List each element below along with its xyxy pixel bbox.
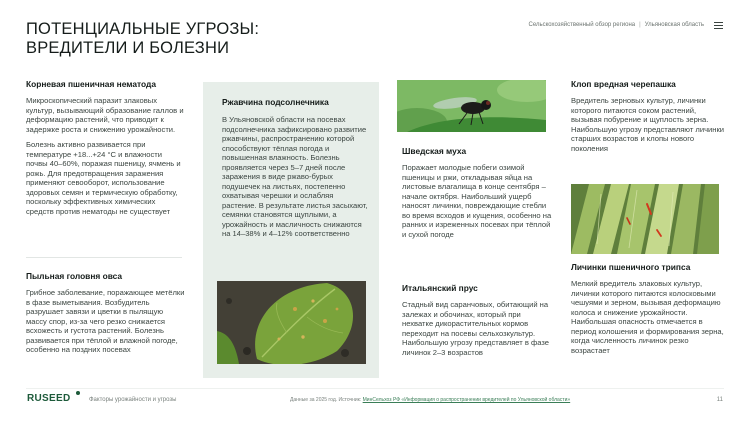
page-number: 11 <box>716 397 723 403</box>
italian-locust-title: Итальянский прус <box>402 283 478 293</box>
sunflower-rust-card <box>222 97 368 239</box>
nematode-conditions: Болезнь активно развивается при температуре +18...+24 °C и влажности почвы 40–60%, поражая пшеницу, ячмень и рожь. Для предотвращения заражения применяют севооборот, использование здоровых семян и термическую обработку, поскольку эффективных химических средств против нематоды не существует <box>26 140 181 216</box>
shield-bug-card <box>571 79 727 153</box>
thrips-title: Личинки пшеничного трипса <box>571 262 691 272</box>
page-title: ПОТЕНЦИАЛЬНЫЕ УГРОЗЫ: ВРЕДИТЕЛИ И БОЛЕЗНИ <box>26 20 260 57</box>
italian-locust-desc: Стадный вид саранчовых, обитающий на залежах и обочинах, который при нехватке дикорастительных кормов переходит на посевы сельхозкультур. Наибольшую угрозу представляет в фазе личинок 2–3 возрастов <box>402 300 550 357</box>
footer-divider <box>26 388 724 389</box>
logo-dot-icon <box>76 391 80 395</box>
nematode-desc: Микроскопический паразит злаковых культур, вызывающий образование галлов и деформацию растений, что приводит к задержке роста и снижению урожайности. <box>26 96 184 134</box>
footer-section-title: Факторы урожайности и угрозы <box>89 397 177 403</box>
oat-smut-desc: Грибное заболевание, поражающее метёлки в фазе выметывания. Возбудитель разрушает завязи и цветки в пылящую массу спор, из-за чего резко снижается всхожесть и густота растений. Болезнь развивается при тёплой и влажной погоде, особенно на поздних посевах <box>26 288 185 354</box>
breadcrumb: Сельскохозяйственный обзор региона | Ульяновская область <box>528 22 704 28</box>
source-link[interactable]: МинСельхоз РФ «Информация о распространении вредителей по Ульяновской области» <box>362 397 571 403</box>
shield-bug-title: Клоп вредная черепашка <box>571 79 676 89</box>
ruseed-logo[interactable]: RUSEED <box>27 393 71 404</box>
italian-locust-card <box>402 283 552 357</box>
oat-smut-card <box>26 271 186 355</box>
sunflower-rust-desc: В Ульяновской области на посевах подсолнечника зафиксировано развитие ржавчины, распространению которой способствуют тёплая погода и повышенная влажность. Болезнь проявляется через 5–7 дней после заражения в виде ржаво-бурых подушечек на листьях, постепенно охватывая черешки и ослабляя растение. В результате листья засыхают, семянки становятся щуплыми, а урожайность и масличность снижаются на 14–38% и 4–12% соответственно <box>222 115 368 238</box>
thrips-desc: Мелкий вредитель злаковых культур, личинки которого питаются колосковыми чешуями и зерном, вызывая деформацию колоса и снижение урожайности. Наибольшая опасность отмечается в период колошения и формирования зерна, когда численность личинок резко возрастает <box>571 279 724 355</box>
swedish-fly-desc: Поражает молодые побеги озимой пшеницы и ржи, откладывая яйца на листовые влагалища в конце сентября – начале октября. Наибольший ущерб наносят личинки, повреждающие стебли во время всходов и кущения, особенно на ранних и изреженных посевах при тёплой и сухой погоде <box>402 163 552 239</box>
nematode-title: Корневая пшеничная нематода <box>26 79 156 89</box>
thrips-card <box>571 262 727 355</box>
swedish-fly-card <box>402 146 552 239</box>
swedish-fly-title: Шведская муха <box>402 146 467 156</box>
oat-smut-title: Пыльная головня овса <box>26 271 123 281</box>
swedish-fly-photo <box>397 80 546 132</box>
sunflower-rust-title: Ржавчина подсолнечника <box>222 97 329 107</box>
divider <box>26 257 182 258</box>
nematode-card <box>26 79 184 216</box>
menu-icon[interactable] <box>714 22 723 29</box>
rust-leaf-photo <box>217 281 366 364</box>
thrips-photo <box>571 184 719 254</box>
shield-bug-desc: Вредитель зерновых культур, личинки которого питаются соком растений, вызывая побурение и щуплость зерна. Наибольшую угрозу представляют личинки старших возрастов и клопы нового поколения <box>571 96 725 153</box>
footer-source: Данные за 2025 год. Источник: МинСельхоз РФ «Информация о распространении вредителей по Ульяновской области» <box>290 397 571 403</box>
